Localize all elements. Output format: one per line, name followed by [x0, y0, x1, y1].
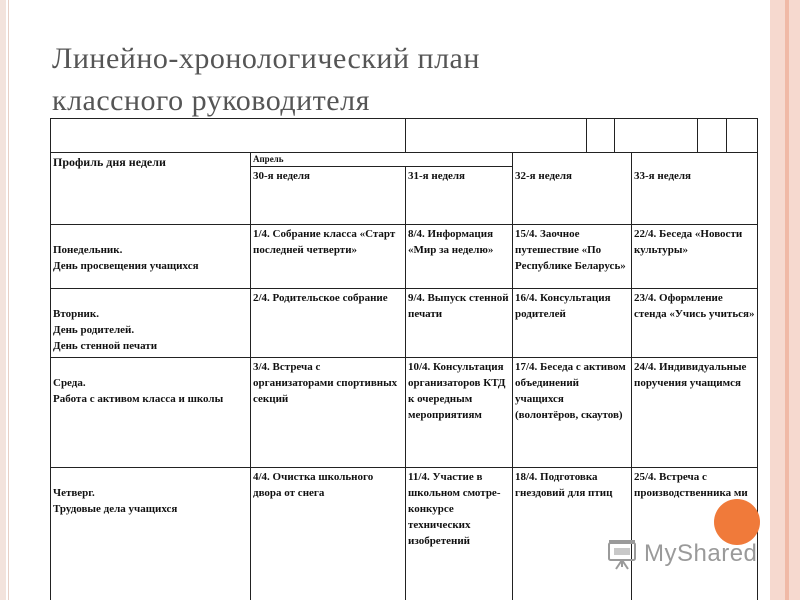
table-border	[50, 224, 757, 225]
header-week	[632, 168, 757, 184]
table-border	[586, 118, 587, 152]
plan-text: 18/4. Подготовка гнездовий для птиц	[515, 471, 613, 499]
day-cell	[51, 359, 250, 467]
table-border	[697, 118, 698, 152]
plan-text: 17/4. Беседа с активом объединений учащихся (волонтёров, скаутов)	[515, 361, 626, 421]
plan-cell	[513, 290, 631, 357]
day-label: Понедельник. День просвещения учащихся	[53, 244, 199, 272]
header-week	[406, 168, 512, 184]
header-month	[251, 152, 405, 166]
plan-text: 15/4. Заочное путешествие «По Республике Беларусь»	[515, 228, 626, 272]
header-corner	[51, 154, 250, 174]
plan-cell	[513, 359, 631, 467]
plan-text: 9/4. Выпуск стенной печати	[408, 292, 509, 320]
projector-screen-icon	[606, 537, 640, 571]
plan-text: 23/4. Оформление стенда «Учись учиться»	[634, 292, 755, 320]
watermark-brand: MyShared	[644, 540, 758, 567]
title-line-1: Линейно-хронологический план	[52, 42, 480, 75]
day-label: Вторник. День родителей. День стенной печати	[53, 308, 158, 352]
day-label: Четверг. Трудовые дела учащихся	[53, 487, 178, 515]
day-label: Среда. Работа с активом класса и школы	[53, 377, 224, 405]
right-decor-line	[785, 0, 789, 600]
plan-text: 4/4. Очистка школьного двора от снега	[253, 471, 374, 499]
plan-cell	[632, 226, 757, 288]
day-cell	[51, 290, 250, 357]
plan-text: 11/4. Участие в школьном смотре-конкурсе технических изобретений	[408, 471, 501, 547]
plan-text: 10/4. Консультация организаторов КТД к очередным мероприятиям	[408, 361, 506, 421]
header-week-label: 32-я неделя	[515, 170, 573, 182]
plan-cell	[251, 469, 405, 600]
plan-text: 16/4. Консультация родителей	[515, 292, 611, 320]
plan-cell	[632, 359, 757, 467]
plan-text: 25/4. Встреча с производственника ми	[634, 471, 748, 499]
plan-cell	[251, 290, 405, 357]
left-decor-stripe	[0, 0, 6, 600]
header-month-label: Апрель	[253, 154, 284, 164]
plan-text: 2/4. Родительское собрание	[253, 292, 388, 304]
table-border	[250, 166, 512, 167]
plan-text: 22/4. Беседа «Новости культуры»	[634, 228, 743, 256]
plan-text: 1/4. Собрание класса «Старт последней четверти»	[253, 228, 396, 256]
header-week-label: 31-я неделя	[408, 170, 466, 182]
title-line-2: классного руководителя	[52, 84, 370, 117]
slide-title	[52, 38, 752, 122]
myshared-watermark[interactable]	[606, 536, 757, 572]
header-week	[251, 168, 405, 184]
plan-cell	[513, 469, 631, 600]
plan-cell	[513, 226, 631, 288]
header-week-label: 33-я неделя	[634, 170, 692, 182]
table-border	[50, 357, 757, 358]
plan-cell	[406, 290, 512, 357]
table-border	[50, 288, 757, 289]
table-border	[50, 118, 757, 119]
header-corner-label: Профиль дня недели	[53, 155, 166, 169]
header-week-label: 30-я неделя	[253, 170, 311, 182]
plan-cell	[632, 290, 757, 357]
plan-text: 3/4. Встреча с организаторами спортивных секций	[253, 361, 398, 405]
table-border	[405, 118, 406, 152]
plan-text: 24/4. Индивидуальные поручения учащимся	[634, 361, 747, 389]
table-border	[726, 118, 727, 152]
table-border	[50, 467, 757, 468]
header-week	[513, 168, 631, 184]
day-cell	[51, 226, 250, 288]
plan-cell	[251, 359, 405, 467]
plan-cell	[406, 226, 512, 288]
day-cell	[51, 469, 250, 600]
plan-cell	[406, 469, 512, 600]
table-border	[614, 118, 615, 152]
plan-text: 8/4. Информация «Мир за неделю»	[408, 228, 494, 256]
plan-cell	[406, 359, 512, 467]
plan-cell	[251, 226, 405, 288]
